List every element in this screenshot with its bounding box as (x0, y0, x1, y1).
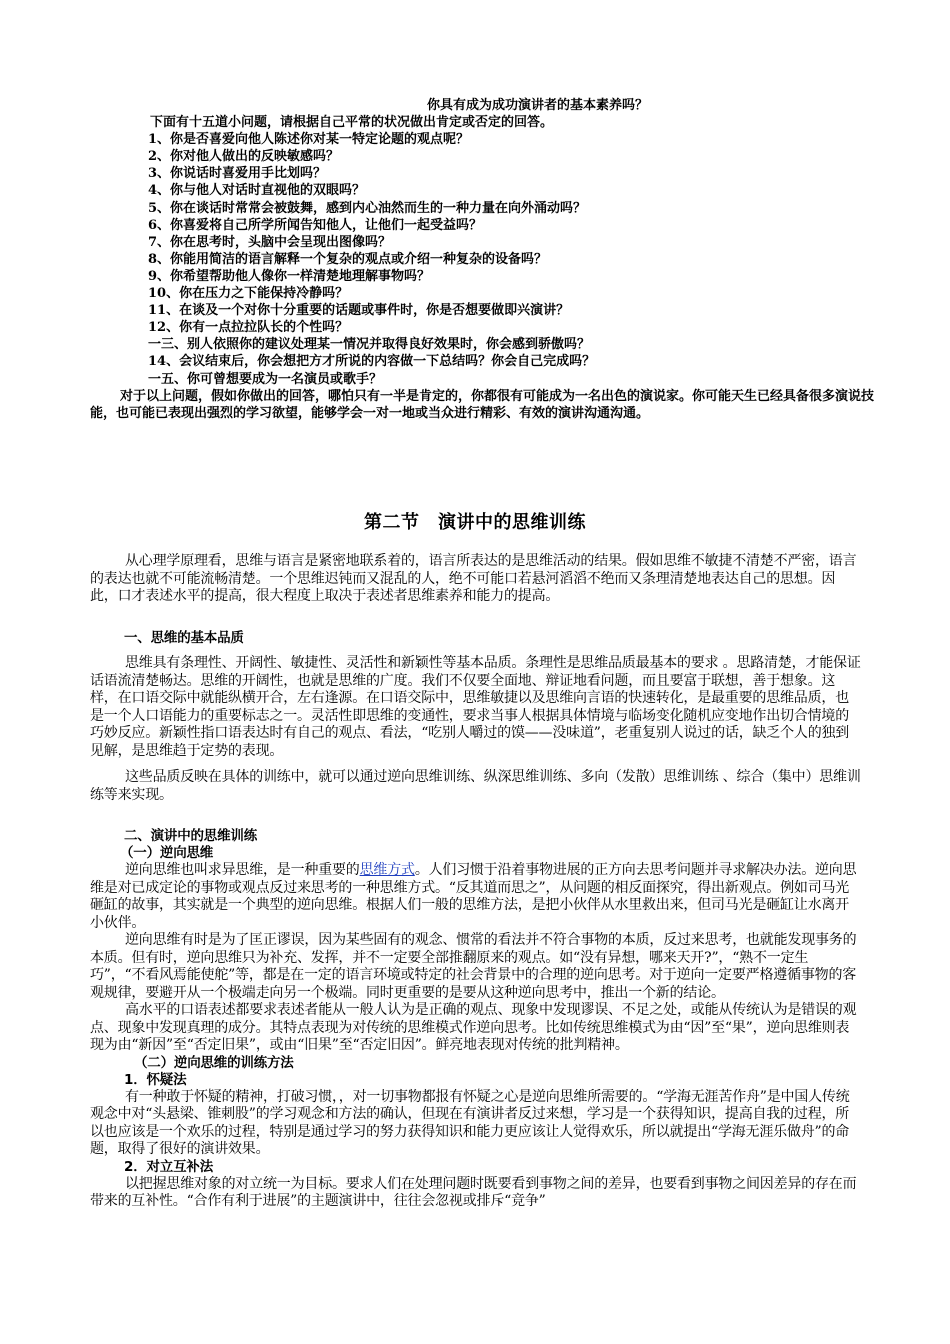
quiz-question: 6、你喜爱将自己所学所闻告知他人，让他们一起受益吗？ (148, 217, 483, 233)
paragraph: 有一种敢于怀疑的精神，打破习惯，，对一切事物都报有怀疑之心是逆向思维所需要的。“学海无涯苦作舟”是中国人传统观念中对“头悬梁、锥刺股”的学习观念和方法的确认，但现在有演讲者反过来想，学习是一个获得知识，提高自我的过程，所以也应该是一个欢乐的过程，特别是通过学习的努力获得知识和能力更应该让人觉得欢乐，所以就提出“学海无涯乐做舟”的命题，取得了很好的演讲效果。 (90, 1088, 850, 1157)
paragraph-text: 。人们习惯于沿着事物进展的正方向去思考问题并寻求解决办法。逆向思维是对已成定论的事物或观点反过来思考的一种思维方式。“反其道而思之”，从问题的相反面探究，得出新观点。例如司马光砸缸的故事，其实就是一个典型的逆向思维。根据人们一般的思维方法，是把小伙伴从水里救出来，但司马光是砸缸让水离开小伙伴。 (90, 862, 857, 931)
quiz-question: 一三、别人依照你的建议处理某一情况并取得良好效果时，你会感到骄傲吗？ (148, 337, 591, 353)
heading-complementary-method: 2．对立互补法 (124, 1158, 213, 1175)
paragraph (90, 862, 862, 932)
quiz-question: 10、你在压力之下能保持冷静吗？ (148, 286, 349, 302)
speech-thinking-training-block (90, 828, 862, 1211)
quiz-question: 9、你希望帮助他人像你一样清楚地理解事物吗？ (148, 268, 431, 284)
heading-thinking-qualities: 一、思维的基本品质 (124, 630, 244, 646)
paragraph: 这些品质反映在具体的训练中，就可以通过逆向思维训练、纵深思维训练、多向（发散）思维训练 、综合（集中）思维训练等来实现。 (90, 769, 861, 803)
quiz-question: 1、你是否喜爱向他人陈述你对某一特定论题的观点呢？ (148, 132, 470, 148)
thinking-method-link[interactable]: 思维方式 (359, 862, 415, 878)
thinking-qualities-block (90, 630, 862, 804)
quiz-question: 11、在谈及一个对你十分重要的话题或事件时，你是否想要做即兴演讲？ (148, 303, 570, 319)
heading-doubt-method: 1．怀疑法 (124, 1071, 187, 1088)
quiz-question: 5、你在谈话时常常会被鼓舞，感到内心油然而生的一种力量在向外涌动吗？ (148, 200, 587, 216)
paragraph: 以把握思维对象的对立统一为目标。要求人们在处理问题时既要看到事物之间的差异，也要看到事物之间因差异的存在而带来的互补性。“合作有利于进展”的主题演讲中，往往会忽视或排斥“竞争” (90, 1175, 857, 1209)
quiz-question: 2、你对他人做出的反映敏感吗？ (148, 149, 340, 165)
quiz-conclusion: 对于以上问题，假如你做出的回答，哪怕只有一半是肯定的，你都很有可能成为一名出色的演说家。你可能天生已经具备很多演说技能，也可能已表现出强烈的学习欲望，能够学会一对一地或当众进行精彩、有效的演讲沟通沟通。 (90, 388, 875, 421)
quiz-question: 14、会议结束后，你会想把方才所说的内容做一下总结吗？你会自己完成吗？ (148, 354, 596, 370)
quiz-question: 12、你有一点拉拉队长的个性吗？ (148, 320, 349, 336)
quiz-question: 一五、你可曾想要成为一名演员或歌手？ (148, 371, 383, 387)
heading-reverse-thinking: （一）逆向思维 (120, 845, 214, 861)
paragraph-text: 逆向思维也叫求异思维，是一种重要的 (125, 862, 360, 878)
quiz-block (90, 97, 890, 422)
quiz-question: 3、你说话时喜爱用手比划吗？ (148, 166, 327, 182)
quiz-title: 你具有成为成功演讲者的基本素养吗？ (426, 98, 648, 113)
quiz-intro: 下面有十五道小问题，请根据自己平常的状况做出肯定或否定的回答。 (150, 115, 554, 131)
paragraph: 思维具有条理性、开阔性、敏捷性、灵活性和新颖性等基本品质。条理性是思维品质最基本的要求 。思路清楚，才能保证话语流清楚畅达。思维的开阔性，也就是思维的广度。我们不仅要全面地、辩证地看问题，而且要富于联想，善于想象。这样，在口语交际中就能纵横开合，左右逢源。在口语交际中，思维敏捷以及思维向言语的快速转化，是最重要的思维品质，也是一个人口语能力的重要标志之一。灵活性即思维的变通性，要求当事人根据具体情境与临场变化随机应变地作出切合情境的巧妙反应。新颖性指口语表达时有自己的观点、看法，“吃别人嚼过的馍——没味道”，老重复别人说过的话，缺乏个人的独到见解，是思维趋于定势的表现。 (90, 655, 861, 759)
heading-speech-thinking-training: 二、演讲中的思维训练 (124, 828, 257, 844)
quiz-question: 7、你在思考时，头脑中会呈现出图像吗？ (148, 234, 392, 250)
section-title: 第二节 演讲中的思维训练 (364, 512, 586, 533)
paragraph: 逆向思维有时是为了匡正谬误，因为某些固有的观念、惯常的看法并不符合事物的本质，反过来思考，也就能发现事务的本质。但有时，逆向思维只为补充、发挥，并不一定要全部推翻原来的观点。如“没有异想，哪来天开?”，“熟不一定生巧”，“不看风焉能使舵”等，都是在一定的语言环境或特定的社会背景中的合理的逆向思考。对于逆向一定要严格遵循事物的客观规律，要避开从一个极端走向另一个极端。同时更重要的是要从这种逆向思考中，推出一个新的结论。 (90, 932, 857, 1001)
paragraph: 从心理学原理看，思维与语言是紧密地联系着的，语言所表达的是思维活动的结果。假如思维不敏捷不清楚不严密，语言的表达也就不可能流畅清楚。一个思维迟钝而又混乱的人，绝不可能口若悬河滔滔不绝而又条理清楚地表达自己的思想。因此，口才表述水平的提高，很大程度上取决于表述者思维素养和能力的提高。 (90, 553, 857, 604)
paragraph: 高水平的口语表述都要求表述者能从一般人认为是正确的观点、现象中发现谬误、不足之处，或能从传统认为是错误的观点、现象中发现真理的成分。其特点表现为对传统的思维模式作逆向思考。比如传统思维模式为由“因”至“果”，逆向思维则表现为由“新因”至“否定旧果”，或由“旧果”至“否定旧因”。鲜亮地表现对传统的批判精神。 (90, 1002, 857, 1053)
section-intro-block (90, 553, 862, 606)
heading-reverse-thinking-methods: （二）逆向思维的训练方法 (134, 1054, 294, 1071)
quiz-question: 4、你与他人对话时直视他的双眼吗？ (148, 183, 366, 199)
quiz-question: 8、你能用简洁的语言解释一个复杂的观点或介绍一种复杂的设备吗？ (148, 251, 548, 267)
